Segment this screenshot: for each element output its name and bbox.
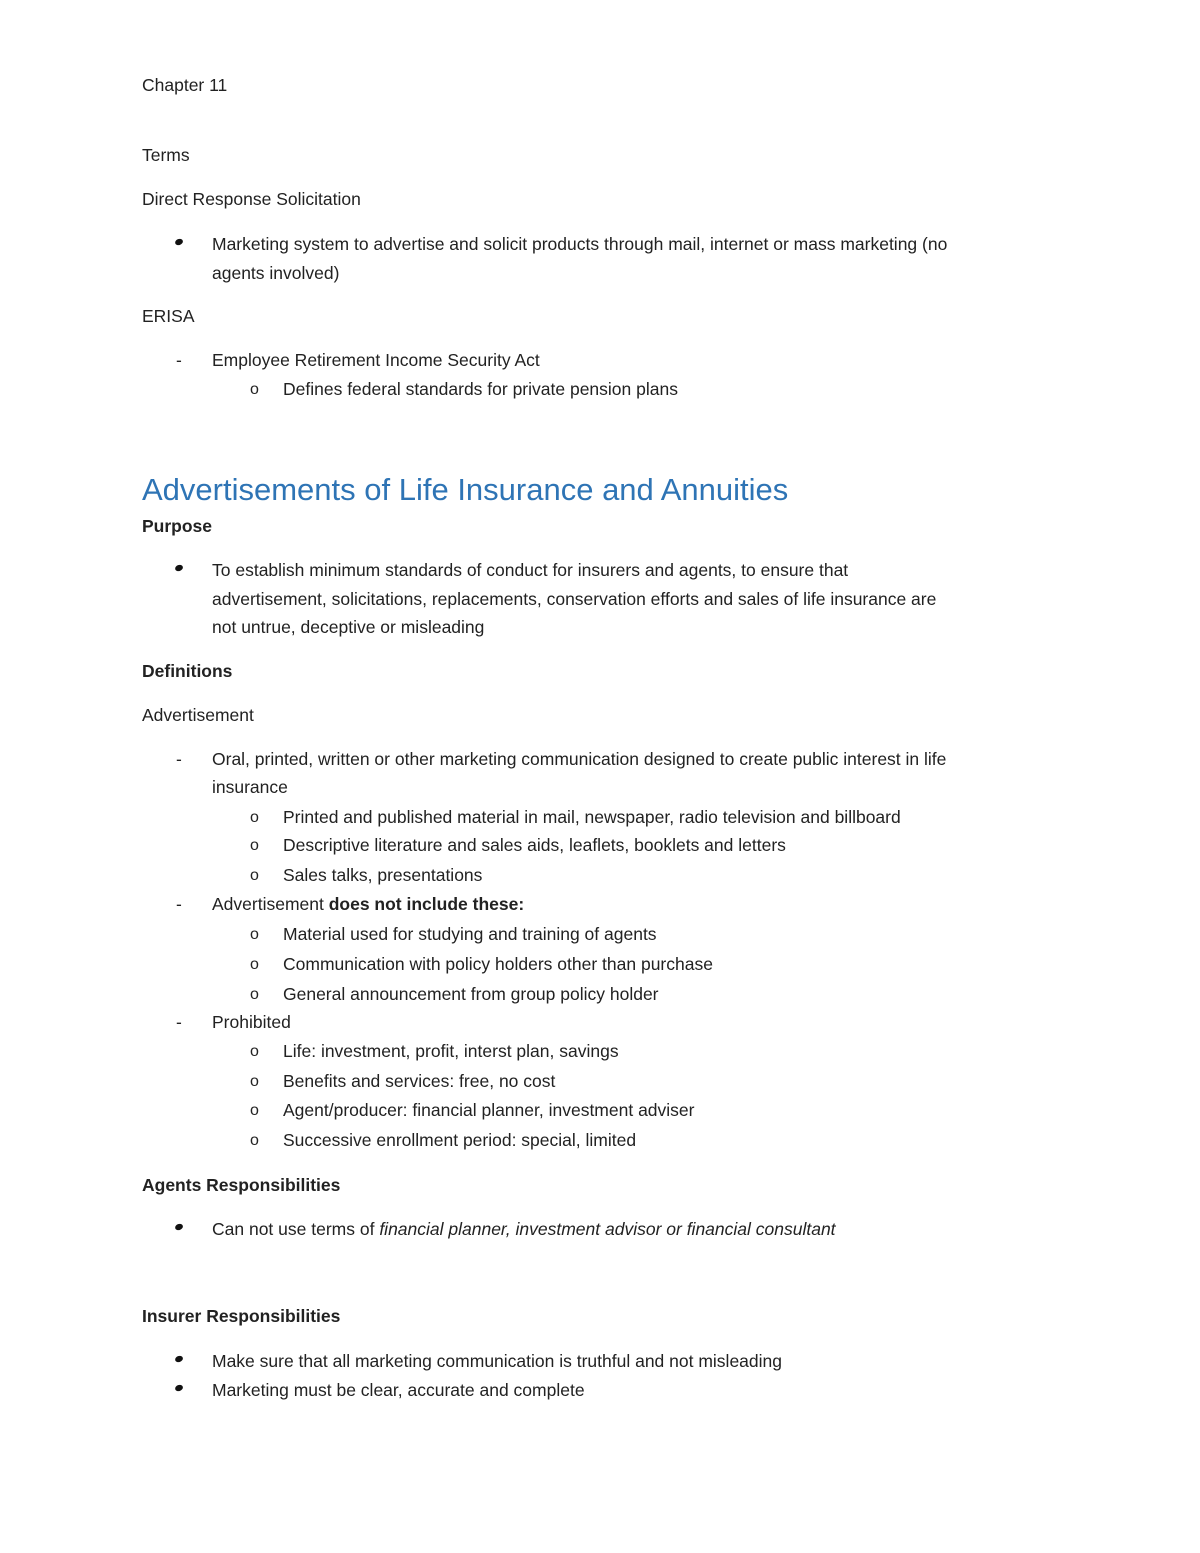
sub-bullet-marker: o (250, 381, 259, 398)
sub-bullet-marker: o (250, 867, 259, 884)
exclusions-prefix: Advertisement (212, 894, 329, 914)
prohibited-item: Life: investment, profit, interst plan, savings (283, 1041, 619, 1061)
sub-bullet-marker: o (250, 956, 259, 973)
agents-heading: Agents Responsibilities (142, 1175, 341, 1195)
chapter-label: Chapter 11 (142, 75, 228, 95)
insurer-rule: Marketing must be clear, accurate and complete (212, 1380, 585, 1400)
term-direct-response-title: Direct Response Solicitation (142, 189, 361, 209)
exclusions-bold: does not include these: (328, 894, 525, 914)
sub-bullet-marker: o (250, 809, 259, 826)
advertisement-example: Descriptive literature and sales aids, leaflets, booklets and letters (283, 835, 786, 855)
insurer-rule: Make sure that all marketing communication is truthful and not misleading (212, 1351, 782, 1371)
prohibited-item: Successive enrollment period: special, limited (283, 1130, 637, 1150)
definitions-heading: Definitions (142, 661, 233, 681)
bullet-icon (174, 564, 184, 572)
agents-rule-prefix: Can not use terms of (212, 1219, 380, 1239)
advertisement-example: Printed and published material in mail, newspaper, radio television and billboard (283, 807, 901, 827)
purpose-heading: Purpose (142, 516, 213, 536)
bullet-icon (174, 1355, 184, 1363)
term-erisa-title: ERISA (142, 306, 195, 326)
dash-marker: - (176, 1012, 182, 1032)
exclusion-item: General announcement from group policy holder (283, 984, 659, 1004)
dash-marker: - (176, 894, 182, 914)
exclusion-item: Material used for studying and training of agents (283, 924, 657, 944)
terms-heading: Terms (142, 145, 190, 165)
erisa-expansion: Employee Retirement Income Security Act (212, 350, 540, 370)
bullet-icon (174, 1223, 184, 1231)
sub-bullet-marker: o (250, 1132, 259, 1149)
dash-marker: - (176, 350, 182, 370)
agents-rule-terms: financial planner, investment advisor or financial consultant (379, 1219, 836, 1239)
erisa-description: Defines federal standards for private pension plans (283, 379, 678, 399)
agents-rule (212, 1215, 836, 1244)
purpose-line2: advertisement, solicitations, replacements, conservation efforts and sales of life insurance are (212, 589, 937, 609)
exclusion-item: Communication with policy holders other than purchase (283, 954, 713, 974)
dash-marker: - (176, 749, 182, 769)
prohibited-label: Prohibited (212, 1012, 291, 1032)
exclusions-label (212, 890, 524, 919)
insurer-heading: Insurer Responsibilities (142, 1306, 341, 1326)
direct-response-definition-line2: agents involved) (212, 263, 340, 283)
sub-bullet-marker: o (250, 837, 259, 854)
bullet-icon (174, 238, 184, 246)
prohibited-item: Agent/producer: financial planner, investment adviser (283, 1100, 695, 1120)
purpose-line3: not untrue, deceptive or misleading (212, 617, 485, 637)
prohibited-item: Benefits and services: free, no cost (283, 1071, 556, 1091)
section-title: Advertisements of Life Insurance and Annuities (142, 472, 789, 507)
advertisement-example: Sales talks, presentations (283, 865, 483, 885)
advertisement-title: Advertisement (142, 705, 254, 725)
advertisement-definition-line2: insurance (212, 777, 288, 797)
sub-bullet-marker: o (250, 926, 259, 943)
purpose-line1: To establish minimum standards of conduct for insurers and agents, to ensure that (212, 560, 849, 580)
sub-bullet-marker: o (250, 986, 259, 1003)
sub-bullet-marker: o (250, 1073, 259, 1090)
advertisement-definition-line1: Oral, printed, written or other marketing communication designed to create public interest in life (212, 749, 947, 769)
sub-bullet-marker: o (250, 1102, 259, 1119)
bullet-icon (174, 1384, 184, 1392)
direct-response-definition-line1: Marketing system to advertise and solicit products through mail, internet or mass marketing (no (212, 234, 948, 254)
sub-bullet-marker: o (250, 1043, 259, 1060)
